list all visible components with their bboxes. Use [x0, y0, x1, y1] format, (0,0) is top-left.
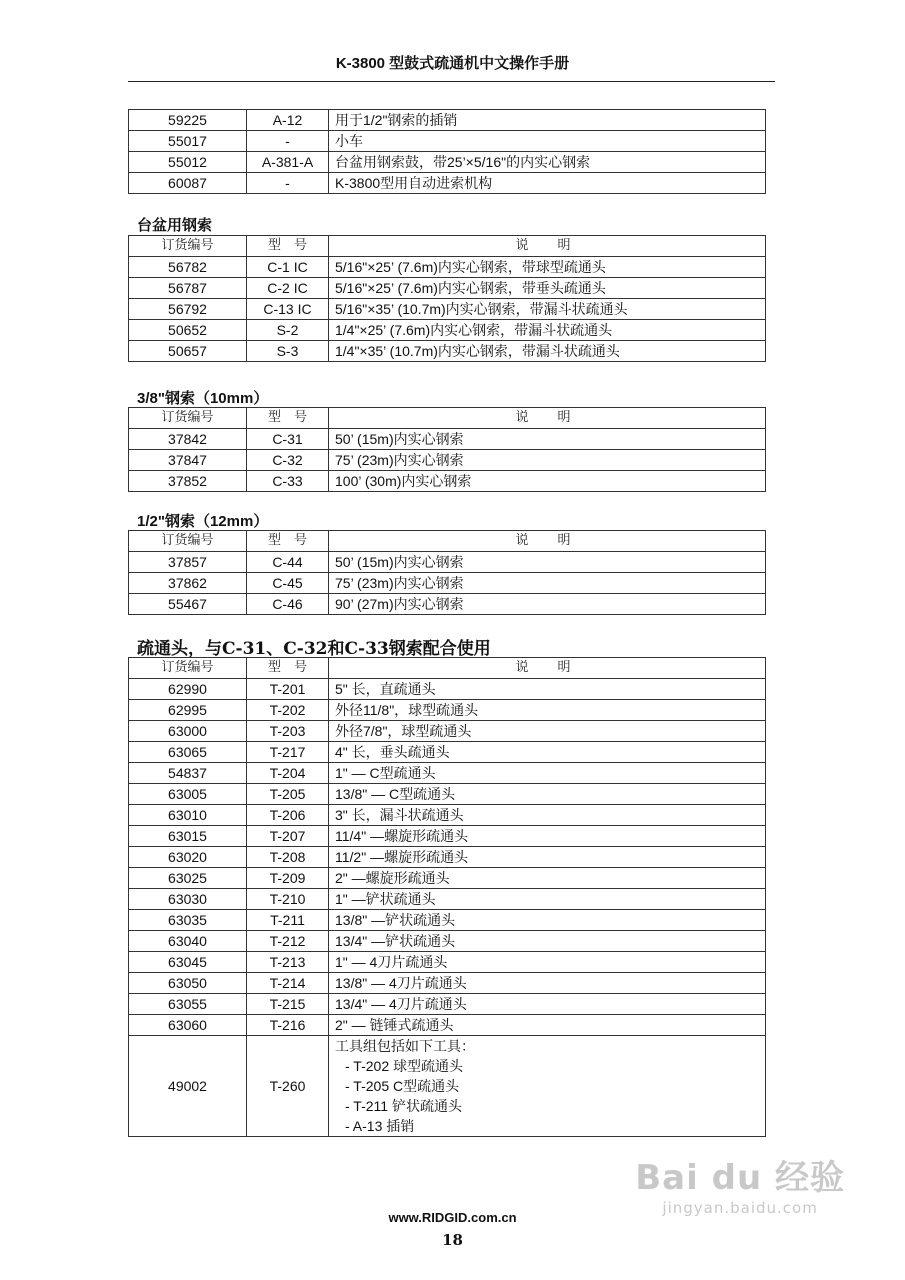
- model-cell: C-1 IC: [247, 257, 329, 278]
- description-cell: 13/8" — C型疏通头: [329, 784, 766, 805]
- column-header-model: 型 号: [247, 658, 329, 679]
- model-cell: C-33: [247, 471, 329, 492]
- description-cell: 外径7/8"，球型疏通头: [329, 721, 766, 742]
- header-divider: [128, 81, 775, 82]
- description-cell: 75’ (23m)内实心钢索: [329, 573, 766, 594]
- column-header-description: 说 明: [329, 658, 766, 679]
- order-number-cell: 37857: [129, 552, 247, 573]
- column-header-model: 型 号: [247, 408, 329, 429]
- column-header-model: 型 号: [247, 236, 329, 257]
- table-row: [129, 173, 766, 194]
- model-cell: T-217: [247, 742, 329, 763]
- cables-1-2-table: [128, 530, 766, 615]
- description-cell: 11/2" —螺旋形疏通头: [329, 847, 766, 868]
- description-cell: 13/4" — 4刀片疏通头: [329, 994, 766, 1015]
- table-row: [129, 257, 766, 278]
- table-row: [129, 700, 766, 721]
- table-row: [129, 742, 766, 763]
- order-number-cell: 62990: [129, 679, 247, 700]
- description-cell: 13/8" — 4刀片疏通头: [329, 973, 766, 994]
- kit-line: - T-205 C型疏通头: [345, 1078, 460, 1094]
- order-number-cell: 50657: [129, 341, 247, 362]
- column-header-order-number: 订货编号: [129, 658, 247, 679]
- kit-line: - A-13 插销: [345, 1118, 415, 1134]
- model-cell: T-212: [247, 931, 329, 952]
- description-cell: 1/4"×35’ (10.7m)内实心钢索，带漏斗状疏通头: [329, 341, 766, 362]
- model-cell: T-204: [247, 763, 329, 784]
- kit-model: T-260: [247, 1036, 329, 1137]
- table-row: [129, 973, 766, 994]
- model-cell: T-215: [247, 994, 329, 1015]
- table-row: [129, 131, 766, 152]
- table-row: [129, 152, 766, 173]
- model-cell: T-207: [247, 826, 329, 847]
- section-title-basin-cables: 台盆用钢索: [137, 217, 213, 234]
- description-cell: 1" —铲状疏通头: [329, 889, 766, 910]
- model-cell: C-13 IC: [247, 299, 329, 320]
- table-row: [129, 278, 766, 299]
- order-number-cell: 59225: [129, 110, 247, 131]
- order-number-cell: 63035: [129, 910, 247, 931]
- model-cell: C-45: [247, 573, 329, 594]
- table-row: [129, 805, 766, 826]
- table-row: [129, 429, 766, 450]
- description-cell: 2" — 链锤式疏通头: [329, 1015, 766, 1036]
- order-number-cell: 63040: [129, 931, 247, 952]
- order-number-cell: 37842: [129, 429, 247, 450]
- description-cell: 100’ (30m)内实心钢索: [329, 471, 766, 492]
- table-row: [129, 1015, 766, 1036]
- kit-contents: [329, 1036, 766, 1137]
- order-number-cell: 63045: [129, 952, 247, 973]
- table-row: [129, 552, 766, 573]
- table-row: [129, 763, 766, 784]
- model-cell: T-216: [247, 1015, 329, 1036]
- description-cell: 11/4" —螺旋形疏通头: [329, 826, 766, 847]
- description-cell: 5/16"×25’ (7.6m)内实心钢索，带垂头疏通头: [329, 278, 766, 299]
- order-number-cell: 56782: [129, 257, 247, 278]
- model-cell: T-208: [247, 847, 329, 868]
- table-row: [129, 994, 766, 1015]
- description-cell: 1" — C型疏通头: [329, 763, 766, 784]
- page-header-title: K-3800 型鼓式疏通机中文操作手册: [335, 55, 570, 72]
- model-cell: C-32: [247, 450, 329, 471]
- model-cell: T-202: [247, 700, 329, 721]
- description-cell: 3" 长，漏斗状疏通头: [329, 805, 766, 826]
- model-cell: T-211: [247, 910, 329, 931]
- model-cell: C-44: [247, 552, 329, 573]
- order-number-cell: 56787: [129, 278, 247, 299]
- model-cell: S-3: [247, 341, 329, 362]
- model-cell: T-201: [247, 679, 329, 700]
- column-header-order-number: 订货编号: [129, 236, 247, 257]
- model-cell: C-31: [247, 429, 329, 450]
- description-cell: 13/8" —铲状疏通头: [329, 910, 766, 931]
- basin-cables-table: [128, 235, 766, 362]
- order-number-cell: 63000: [129, 721, 247, 742]
- description-cell: 4" 长，垂头疏通头: [329, 742, 766, 763]
- description-cell: 5" 长，直疏通头: [329, 679, 766, 700]
- model-cell: T-206: [247, 805, 329, 826]
- column-header-description: 说 明: [329, 408, 766, 429]
- model-cell: T-210: [247, 889, 329, 910]
- table-row: [129, 679, 766, 700]
- order-number-cell: 63065: [129, 742, 247, 763]
- order-number-cell: 63030: [129, 889, 247, 910]
- kit-row: [129, 1036, 766, 1137]
- order-number-cell: 60087: [129, 173, 247, 194]
- description-cell: 90’ (27m)内实心钢索: [329, 594, 766, 615]
- order-number-cell: 63060: [129, 1015, 247, 1036]
- description-cell: 13/4" —铲状疏通头: [329, 931, 766, 952]
- table-row: [129, 450, 766, 471]
- description-cell: 5/16"×25’ (7.6m)内实心钢索，带球型疏通头: [329, 257, 766, 278]
- section-title-cutter-heads: 疏通头，与C-31、C-32和C-33钢索配合使用: [137, 639, 491, 659]
- order-number-cell: 37847: [129, 450, 247, 471]
- table-row: [129, 471, 766, 492]
- model-cell: A-381-A: [247, 152, 329, 173]
- table-row: [129, 847, 766, 868]
- order-number-cell: 37862: [129, 573, 247, 594]
- table-row: [129, 110, 766, 131]
- kit-line: - T-211 铲状疏通头: [345, 1098, 462, 1114]
- table-row: [129, 889, 766, 910]
- table-row: [129, 910, 766, 931]
- accessories-table: [128, 109, 766, 194]
- kit-line: 工具组包括如下工具：: [335, 1038, 475, 1054]
- table-row: [129, 826, 766, 847]
- model-cell: T-213: [247, 952, 329, 973]
- table-row: [129, 573, 766, 594]
- order-number-cell: 54837: [129, 763, 247, 784]
- order-number-cell: 37852: [129, 471, 247, 492]
- order-number-cell: 55467: [129, 594, 247, 615]
- watermark-brand: Bai du 经验: [635, 1158, 845, 1198]
- table-row: [129, 721, 766, 742]
- description-cell: 1" — 4刀片疏通头: [329, 952, 766, 973]
- order-number-cell: 63010: [129, 805, 247, 826]
- column-header-order-number: 订货编号: [129, 408, 247, 429]
- table-row: [129, 320, 766, 341]
- table-row: [129, 341, 766, 362]
- model-cell: T-205: [247, 784, 329, 805]
- model-cell: S-2: [247, 320, 329, 341]
- kit-line: - T-202 球型疏通头: [345, 1058, 463, 1074]
- footer-url: www.RIDGID.com.cn: [388, 1210, 517, 1225]
- order-number-cell: 62995: [129, 700, 247, 721]
- description-cell: 1/4"×25’ (7.6m)内实心钢索，带漏斗状疏通头: [329, 320, 766, 341]
- cables-3-8-table: [128, 407, 766, 492]
- section-title-1-2-cables: 1/2"钢索（12mm）: [137, 513, 269, 530]
- column-header-description: 说 明: [329, 236, 766, 257]
- model-cell: C-46: [247, 594, 329, 615]
- description-cell: 2" —螺旋形疏通头: [329, 868, 766, 889]
- order-number-cell: 63025: [129, 868, 247, 889]
- order-number-cell: 63015: [129, 826, 247, 847]
- description-cell: 75’ (23m)内实心钢索: [329, 450, 766, 471]
- order-number-cell: 63055: [129, 994, 247, 1015]
- table-row: [129, 594, 766, 615]
- column-header-order-number: 订货编号: [129, 531, 247, 552]
- table-row: [129, 868, 766, 889]
- model-cell: A-12: [247, 110, 329, 131]
- order-number-cell: 63050: [129, 973, 247, 994]
- column-header-description: 说 明: [329, 531, 766, 552]
- order-number-cell: 63020: [129, 847, 247, 868]
- model-cell: T-209: [247, 868, 329, 889]
- order-number-cell: 55017: [129, 131, 247, 152]
- description-cell: 小车: [329, 131, 766, 152]
- table-row: [129, 299, 766, 320]
- section-title-3-8-cables: 3/8"钢索（10mm）: [137, 390, 269, 407]
- model-cell: C-2 IC: [247, 278, 329, 299]
- page-number: 18: [442, 1231, 463, 1249]
- model-cell: -: [247, 173, 329, 194]
- cutter-heads-table: [128, 657, 766, 1137]
- description-cell: 台盆用钢索鼓，带25’×5/16"的内实心钢索: [329, 152, 766, 173]
- table-row: [129, 952, 766, 973]
- model-cell: -: [247, 131, 329, 152]
- order-number-cell: 50652: [129, 320, 247, 341]
- order-number-cell: 56792: [129, 299, 247, 320]
- order-number-cell: 63005: [129, 784, 247, 805]
- model-cell: T-214: [247, 973, 329, 994]
- watermark-site: jingyan.baidu.com: [662, 1199, 818, 1217]
- baidu-watermark: [635, 1150, 845, 1217]
- description-cell: K-3800型用自动进索机构: [329, 173, 766, 194]
- column-header-model: 型 号: [247, 531, 329, 552]
- kit-order-number: 49002: [129, 1036, 247, 1137]
- description-cell: 50’ (15m)内实心钢索: [329, 552, 766, 573]
- table-row: [129, 931, 766, 952]
- description-cell: 50’ (15m)内实心钢索: [329, 429, 766, 450]
- description-cell: 5/16"×35’ (10.7m)内实心钢索，带漏斗状疏通头: [329, 299, 766, 320]
- order-number-cell: 55012: [129, 152, 247, 173]
- model-cell: T-203: [247, 721, 329, 742]
- description-cell: 用于1/2"钢索的插销: [329, 110, 766, 131]
- description-cell: 外径11/8"，球型疏通头: [329, 700, 766, 721]
- table-row: [129, 784, 766, 805]
